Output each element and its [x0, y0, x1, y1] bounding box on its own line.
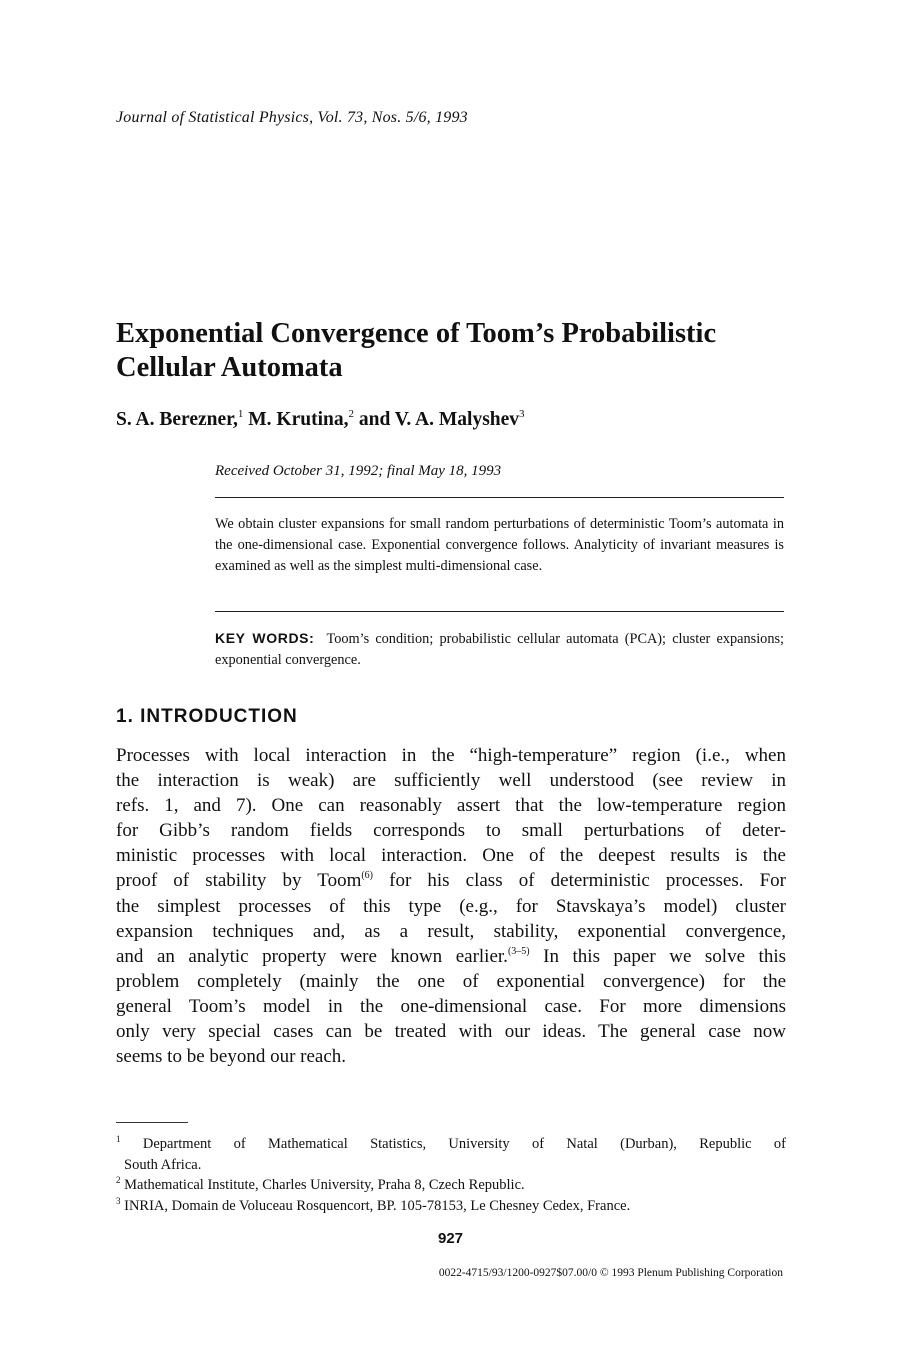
abstract-bottom-rule [215, 611, 784, 612]
introduction-paragraph [116, 743, 786, 1069]
body-line: the simplest processes of this type (e.g., for Stavskaya’s model) cluster [116, 895, 786, 917]
body-line: for Gibb’s random fields corresponds to small perturbations of deter- [116, 820, 786, 842]
footnote-1 [116, 1134, 786, 1155]
abstract-top-rule [215, 497, 784, 498]
author-malyshev: and V. A. Malyshev [358, 409, 520, 430]
body-text: and an analytic property were known earlier. [116, 945, 508, 967]
page-number: 927 [437, 1230, 464, 1247]
body-line: ministic processes with local interaction. One of the deepest results is the [116, 845, 786, 867]
footnote-mark: 2 [116, 1175, 121, 1185]
footnote-1-continued: South Africa. [124, 1156, 202, 1173]
footnote-3 [116, 1196, 786, 1217]
received-dates: Received October 31, 1992; final May 18, 1993 [215, 463, 502, 479]
body-line: general Toom’s model in the one-dimensional case. For more dimensions [116, 995, 786, 1017]
body-line: seems to be beyond our reach. [116, 1046, 347, 1068]
affiliation-mark-3: 3 [519, 408, 525, 420]
author-krutina: M. Krutina, [248, 409, 349, 430]
footnote-text: Mathematical Institute, Charles University, Praha 8, Czech Republic. [124, 1177, 525, 1193]
footnote-text: Department of Mathematical Statistics, University of Natal (Durban), Republic of [142, 1136, 786, 1152]
body-line [116, 944, 786, 969]
body-text: proof of stability by Toom [116, 870, 362, 892]
body-line: the interaction is weak) are sufficiently well understood (see review in [116, 770, 786, 792]
body-text: In this paper we solve this [529, 945, 787, 967]
copyright-line: 0022-4715/93/1200-0927$07.00/0 © 1993 Plenum Publishing Corporation [438, 1267, 783, 1279]
keywords-label: KEY WORDS: [215, 630, 315, 646]
title-line-1: Exponential Convergence of Toom’s Probabilistic [116, 318, 717, 349]
body-line [116, 868, 786, 893]
body-line: expansion techniques and, as a result, stability, exponential convergence, [116, 920, 786, 942]
title-line-2: Cellular Automata [116, 352, 343, 383]
paper-title [116, 317, 806, 385]
footnotes [116, 1134, 786, 1216]
footnote-2 [116, 1175, 786, 1196]
footnote-rule [116, 1122, 188, 1123]
author-berezner: S. A. Berezner, [116, 409, 238, 430]
body-line: only very special cases can be treated with our ideas. The general case now [116, 1021, 786, 1043]
citation-ref: (6) [361, 870, 374, 882]
body-text: for his class of deterministic processes. For [373, 870, 786, 892]
author-list [116, 409, 525, 431]
body-line: problem completely (mainly the one of exponential convergence) for the [116, 970, 786, 992]
body-line: Processes with local interaction in the “high-temperature” region (i.e., when [116, 745, 786, 766]
keywords [215, 628, 784, 671]
citation-ref: (3–5) [507, 945, 530, 957]
section-heading: 1. INTRODUCTION [116, 706, 298, 727]
footnote-mark: 1 [116, 1134, 121, 1144]
journal-citation: Journal of Statistical Physics, Vol. 73, Nos. 5/6, 1993 [116, 109, 468, 126]
footnote-text: INRIA, Domain de Voluceau Rosquencort, BP. 105-78153, Le Chesney Cedex, France. [124, 1197, 631, 1214]
body-line: refs. 1, and 7). One can reasonably assert that the low-temperature region [116, 795, 786, 817]
affiliation-mark-2: 2 [348, 408, 354, 420]
footnote-mark: 3 [116, 1195, 121, 1206]
affiliation-mark-1: 1 [237, 408, 244, 420]
keywords-text: Toom’s condition; probabilistic cellular automata (PCA); cluster expansions; exponential convergence. [215, 631, 784, 668]
abstract: We obtain cluster expansions for small random perturbations of deterministic Toom’s automata in the one-dimensional case. Exponential convergence follows. Analyticity of invariant measures is examined as well as the simplest multi-dimensional case. [215, 516, 784, 574]
